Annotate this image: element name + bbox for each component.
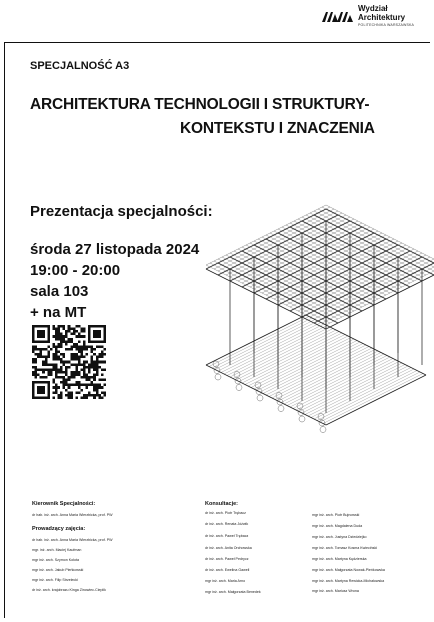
event-room: sala 103: [30, 283, 89, 300]
presentation-label: Prezentacja specjalności:: [30, 203, 213, 220]
specialty-label: SPECJALNOŚĆ A3: [30, 60, 130, 72]
consult-name: mgr inż. arch. Magdalena Duda: [312, 524, 363, 528]
lead-name: mgr inż. arch. Szymon Kołota: [32, 558, 79, 562]
consult-name: mgr inż. arch. Małgorzata Benedek: [205, 590, 261, 594]
faculty-name: Wydział Architektury: [358, 4, 406, 22]
lead-name: dr inż. arch. krajobrazu Kinga Zinowiec-Cieplik: [32, 588, 106, 592]
consult-name: dr inż. arch. Renata Jóźwik: [205, 522, 249, 526]
event-date: środa 27 listopada 2024: [30, 241, 200, 258]
consult-name: mgr inż. arch. Tomasz Kosma Kwieciński: [312, 546, 378, 550]
consult-name: dr inż. arch. Piotr Trębacz: [205, 511, 246, 515]
lead-name: mgr inż. arch. Filip Strzelecki: [32, 578, 78, 582]
leads-heading: Prowadzący zajęcia:: [32, 526, 86, 532]
lead-name: dr hab. inż. arch. Anna Maria Wierzbicka, prof. PW: [32, 538, 113, 542]
consult-name: mgr inż. arch. Małgorzata Nowak-Pieńkowska: [312, 568, 385, 572]
consult-name: mgr inż. arch. Piotr Bujnowski: [312, 513, 360, 517]
consult-name: mgr inż. arch. Mariusz Wrona: [312, 589, 359, 593]
timber-grid-structure-icon: [186, 185, 434, 485]
faculty-brand: [322, 4, 432, 30]
consult-heading: Konsultacje:: [205, 501, 239, 507]
poster-title-line2: KONTEKSTU I ZNACZENIA: [180, 120, 375, 137]
consult-name: mgr inż. arch. Justyna Dziedziejko: [312, 535, 367, 539]
lead-name: mgr inż. arch. Jakub Pieńkowski: [32, 568, 84, 572]
consult-name: dr inż. arch. Anita Orchowska: [205, 546, 252, 550]
poster-title-line1: ARCHITEKTURA TECHNOLOGII I STRUKTURY-: [30, 96, 370, 113]
consult-name: dr inż. arch. Ewelina Gawell: [205, 568, 250, 572]
university-name: POLITECHNIKA WARSZAWSKA: [358, 23, 415, 27]
head-heading: Kierownik Specjalności:: [32, 501, 96, 507]
qr-code-icon[interactable]: [32, 325, 106, 399]
event-online: + na MT: [30, 304, 87, 321]
event-time: 19:00 - 20:00: [30, 262, 121, 279]
wa-logo-icon: [322, 10, 354, 22]
lead-name: mgr. inż. arch. Maciej Kaufman: [32, 548, 82, 552]
consult-name: mgr inż. arch. Maria Arno: [205, 579, 246, 583]
head-name: dr hab. inż. arch. Anna Maria Wierzbicka, prof. PW: [32, 513, 113, 517]
consult-name: mgr inż. arch. Martyna Kędzierska: [312, 557, 367, 561]
consult-name: mgr inż. arch. Martyna Rewicka-Michałowska: [312, 579, 385, 583]
consult-name: dr inż. arch. Paweł Pedrycz: [205, 557, 249, 561]
consult-name: dr inż. arch. Paweł Trębacz: [205, 534, 249, 538]
